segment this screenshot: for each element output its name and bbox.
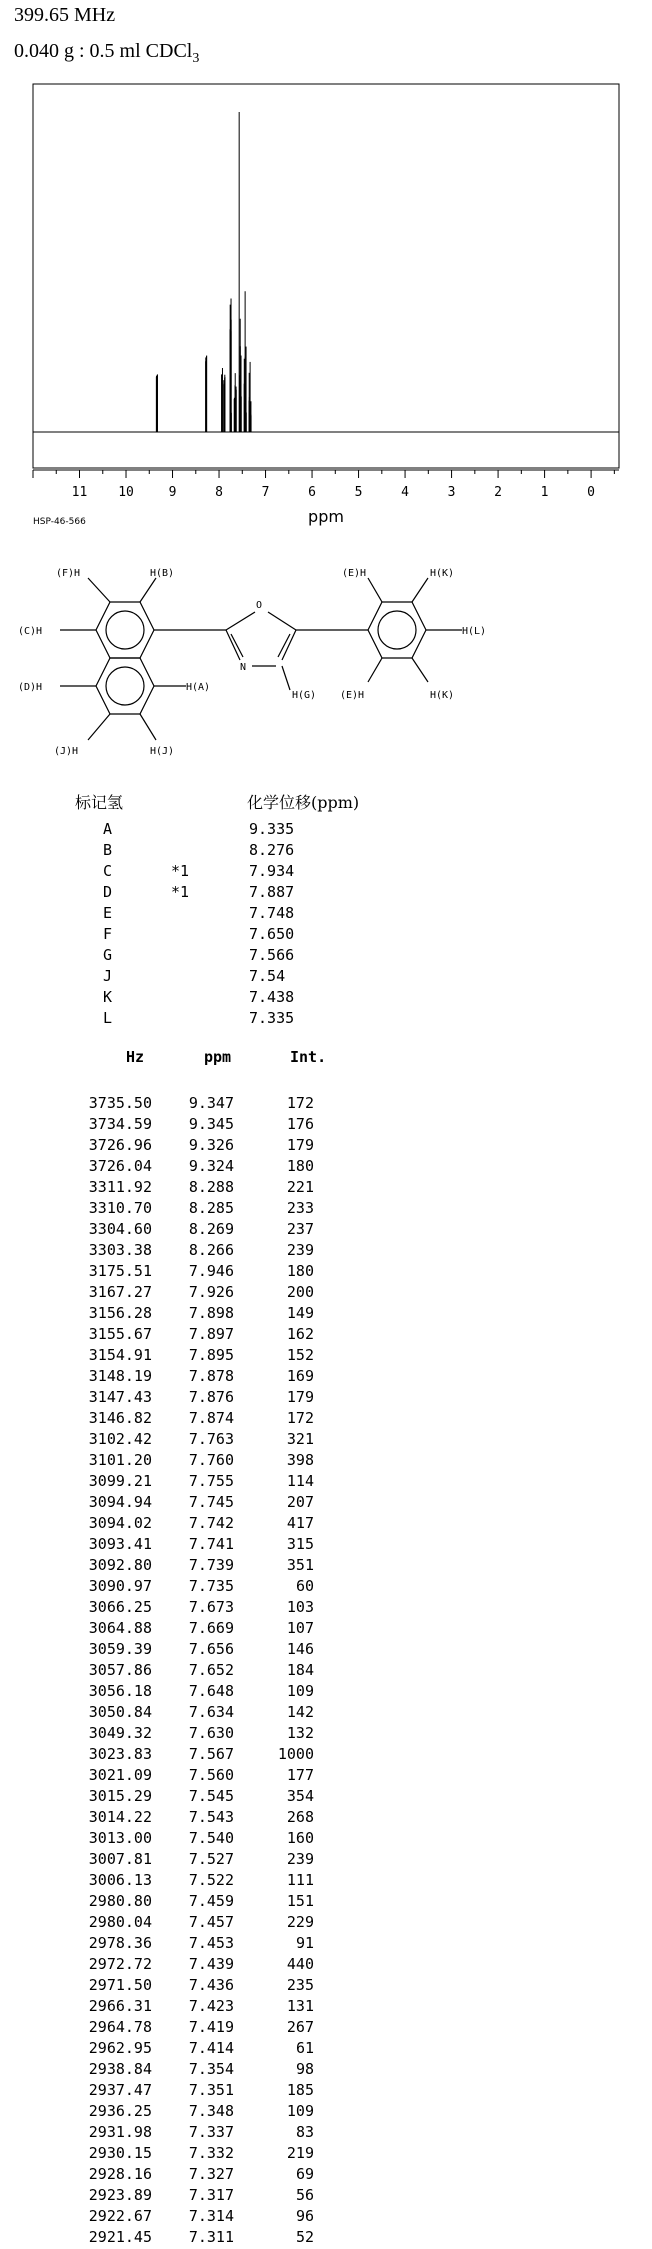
peak-cell-int: 351 xyxy=(286,1556,314,1574)
peak-cell-hz: 2921.45 xyxy=(88,2228,152,2246)
peak-cell-ppm: 7.876 xyxy=(188,1388,234,1406)
peak-cell-hz: 3311.92 xyxy=(88,1178,152,1196)
peak-cell-hz: 2936.25 xyxy=(88,2102,152,2120)
spectrum-peaks xyxy=(33,112,619,432)
assignment-label: D xyxy=(103,883,113,901)
peak-cell-int: 132 xyxy=(286,1724,314,1742)
peak-cell-hz: 3155.67 xyxy=(88,1325,152,1343)
peak-cell-int: 172 xyxy=(286,1094,314,1112)
peak-cell-int: 239 xyxy=(286,1241,314,1259)
peak-cell-hz: 3726.96 xyxy=(88,1136,152,1154)
peak-cell-int: 354 xyxy=(286,1787,314,1805)
assignment-label: L xyxy=(103,1009,113,1027)
peak-cell-ppm: 7.436 xyxy=(188,1976,234,1994)
peak-cell-hz: 3007.81 xyxy=(88,1850,152,1868)
peak-cell-hz: 3102.42 xyxy=(88,1430,152,1448)
struct-label: O xyxy=(256,600,263,611)
peak-cell-hz: 3049.32 xyxy=(88,1724,152,1742)
assignment-shift: 9.335 xyxy=(249,820,295,838)
peak-cell-int: 149 xyxy=(286,1304,314,1322)
assignment-shift: 8.276 xyxy=(249,841,295,859)
peak-cell-ppm: 7.419 xyxy=(188,2018,234,2036)
peak-cell-int: 268 xyxy=(286,1808,314,1826)
peak-cell-int: 440 xyxy=(286,1955,314,1973)
assignment-note: *1 xyxy=(171,862,190,880)
x-tick-label: 10 xyxy=(118,485,134,500)
peak-cell-int: 321 xyxy=(286,1430,314,1448)
peak-cell-hz: 3146.82 xyxy=(88,1409,152,1427)
peak-cell-hz: 3094.94 xyxy=(88,1493,152,1511)
peak-cell-ppm: 8.266 xyxy=(188,1241,234,1259)
peak-cell-ppm: 9.347 xyxy=(188,1094,234,1112)
peak-cell-int: 235 xyxy=(286,1976,314,1994)
peak-cell-hz: 3014.22 xyxy=(88,1808,152,1826)
peak-cell-int: 152 xyxy=(286,1346,314,1364)
peak-cell-hz: 3092.80 xyxy=(88,1556,152,1574)
peak-cell-hz: 2980.04 xyxy=(88,1913,152,1931)
peak-cell-hz: 2937.47 xyxy=(88,2081,152,2099)
peak-cell-int: 109 xyxy=(286,2102,314,2120)
peak-cell-ppm: 7.895 xyxy=(188,1346,234,1364)
x-tick-label: 2 xyxy=(494,485,502,500)
struct-label: H(K) xyxy=(430,690,455,701)
peak-cell-int: 131 xyxy=(286,1997,314,2015)
peak-cell-ppm: 7.874 xyxy=(188,1409,234,1427)
assignment-shift: 7.54 xyxy=(249,967,286,985)
peak-cell-ppm: 7.741 xyxy=(188,1535,234,1553)
peak-cell-hz: 3006.13 xyxy=(88,1871,152,1889)
peak-cell-int: 185 xyxy=(286,2081,314,2099)
peak-cell-hz: 3059.39 xyxy=(88,1640,152,1658)
assignment-note: *1 xyxy=(171,883,190,901)
peak-cell-ppm: 7.652 xyxy=(188,1661,234,1679)
assignment-label: A xyxy=(103,820,113,838)
peak-cell-int: 315 xyxy=(286,1535,314,1553)
struct-label: H(B) xyxy=(150,568,175,579)
peak-cell-int: 169 xyxy=(286,1367,314,1385)
peak-cell-hz: 3023.83 xyxy=(88,1745,152,1763)
peak-cell-hz: 3093.41 xyxy=(88,1535,152,1553)
peak-cell-int: 162 xyxy=(286,1325,314,1343)
peak-cell-ppm: 7.351 xyxy=(188,2081,234,2099)
peak-cell-ppm: 7.898 xyxy=(188,1304,234,1322)
assignment-header-shift: 化学位移(ppm) xyxy=(247,793,360,812)
peak-cell-ppm: 8.285 xyxy=(188,1199,234,1217)
peak-cell-ppm: 7.560 xyxy=(188,1766,234,1784)
peak-cell-int: 103 xyxy=(286,1598,314,1616)
x-tick-label: 0 xyxy=(587,485,596,500)
peak-cell-ppm: 7.348 xyxy=(188,2102,234,2120)
peak-cell-int: 160 xyxy=(286,1829,314,1847)
peak-cell-hz: 3156.28 xyxy=(88,1304,152,1322)
frequency-label: 399.65 MHz xyxy=(14,4,116,26)
assignment-shift: 7.438 xyxy=(249,988,295,1006)
peak-cell-hz: 2962.95 xyxy=(88,2039,152,2057)
peak-cell-hz: 2930.15 xyxy=(88,2144,152,2162)
peak-cell-ppm: 7.946 xyxy=(188,1262,234,1280)
peak-cell-ppm: 7.739 xyxy=(188,1556,234,1574)
struct-label: H(A) xyxy=(186,682,211,693)
assignment-label: K xyxy=(103,988,113,1006)
peak-cell-hz: 3057.86 xyxy=(88,1661,152,1679)
peak-cell-ppm: 7.459 xyxy=(188,1892,234,1910)
assignment-label: G xyxy=(103,946,113,964)
peak-cell-hz: 3147.43 xyxy=(88,1388,152,1406)
peak-cell-int: 176 xyxy=(286,1115,314,1133)
peak-cell-hz: 2964.78 xyxy=(88,2018,152,2036)
peak-cell-ppm: 7.522 xyxy=(188,1871,234,1889)
peak-cell-hz: 3154.91 xyxy=(88,1346,152,1364)
peak-cell-ppm: 7.317 xyxy=(188,2186,234,2204)
peak-cell-hz: 2922.67 xyxy=(88,2207,152,2225)
peak-cell-hz: 3056.18 xyxy=(88,1682,152,1700)
peak-cell-int: 111 xyxy=(286,1871,314,1889)
peak-cell-int: 96 xyxy=(295,2207,314,2225)
peak-cell-ppm: 7.545 xyxy=(188,1787,234,1805)
peak-cell-hz: 3015.29 xyxy=(88,1787,152,1805)
peak-cell-hz: 2980.80 xyxy=(88,1892,152,1910)
peak-cell-ppm: 7.656 xyxy=(188,1640,234,1658)
peak-cell-ppm: 7.414 xyxy=(188,2039,234,2057)
x-tick-label: 1 xyxy=(540,485,549,500)
peak-cell-int: 146 xyxy=(286,1640,314,1658)
peak-cell-int: 233 xyxy=(286,1199,314,1217)
assignment-shift: 7.566 xyxy=(249,946,295,964)
aromatic-circle xyxy=(106,667,144,705)
struct-label: (E)H xyxy=(340,690,365,701)
x-tick-label: 3 xyxy=(447,485,456,500)
peak-cell-hz: 3013.00 xyxy=(88,1829,152,1847)
peak-cell-int: 237 xyxy=(286,1220,314,1238)
peak-cell-int: 179 xyxy=(286,1388,314,1406)
struct-label: (F)H xyxy=(56,568,81,579)
peak-cell-ppm: 7.314 xyxy=(188,2207,234,2225)
peak-cell-hz: 3304.60 xyxy=(88,1220,152,1238)
peak-cell-hz: 2938.84 xyxy=(88,2060,152,2078)
peak-cell-int: 180 xyxy=(286,1262,314,1280)
sample-subscript: 3 xyxy=(192,51,200,66)
peak-cell-int: 207 xyxy=(286,1493,314,1511)
peak-cell-int: 56 xyxy=(295,2186,314,2204)
assignment-shift: 7.934 xyxy=(249,862,295,880)
peak-cell-int: 98 xyxy=(295,2060,314,2078)
peak-cell-ppm: 7.439 xyxy=(188,1955,234,1973)
peak-cell-int: 179 xyxy=(286,1136,314,1154)
struct-label: N xyxy=(240,662,247,673)
peak-cell-int: 267 xyxy=(286,2018,314,2036)
peak-cell-hz: 3021.09 xyxy=(88,1766,152,1784)
peak-cell-int: 60 xyxy=(295,1577,314,1595)
peak-cell-int: 172 xyxy=(286,1409,314,1427)
peak-cell-int: 83 xyxy=(295,2123,314,2141)
peak-cell-int: 398 xyxy=(286,1451,314,1469)
aromatic-circle xyxy=(106,611,144,649)
peak-cell-int: 142 xyxy=(286,1703,314,1721)
plot-frame xyxy=(33,84,619,468)
peak-cell-hz: 3064.88 xyxy=(88,1619,152,1637)
peak-cell-int: 239 xyxy=(286,1850,314,1868)
assignment-label: E xyxy=(103,904,113,922)
assignment-header-label: 标记氢 xyxy=(75,793,124,812)
peak-cell-ppm: 7.760 xyxy=(188,1451,234,1469)
struct-label: H(K) xyxy=(430,568,455,579)
struct-label: H(L) xyxy=(462,626,487,637)
assignment-shift: 7.650 xyxy=(249,925,295,943)
peak-cell-hz: 3310.70 xyxy=(88,1199,152,1217)
assignment-label: F xyxy=(103,925,113,943)
assignment-shift: 7.335 xyxy=(249,1009,295,1027)
peak-cell-hz: 3101.20 xyxy=(88,1451,152,1469)
peak-cell-ppm: 7.457 xyxy=(188,1913,234,1931)
peak-cell-hz: 2931.98 xyxy=(88,2123,152,2141)
peak-header-ppm: ppm xyxy=(204,1048,232,1066)
peak-cell-int: 200 xyxy=(286,1283,314,1301)
x-tick-label: 6 xyxy=(308,485,316,500)
peak-cell-hz: 3090.97 xyxy=(88,1577,152,1595)
peak-cell-ppm: 7.540 xyxy=(188,1829,234,1847)
x-axis-label: ppm xyxy=(308,507,344,526)
peak-cell-hz: 3167.27 xyxy=(88,1283,152,1301)
sample-text: 0.040 g : 0.5 ml CDCl xyxy=(14,40,193,62)
peak-cell-int: 91 xyxy=(295,1934,314,1952)
peak-cell-hz: 3175.51 xyxy=(88,1262,152,1280)
struct-label: H(J) xyxy=(150,746,175,757)
assignment-label: J xyxy=(103,967,113,985)
struct-label: (E)H xyxy=(342,568,367,579)
assignment-shift: 7.887 xyxy=(249,883,295,901)
x-tick-label: 5 xyxy=(354,485,363,500)
peak-cell-hz: 3050.84 xyxy=(88,1703,152,1721)
peak-cell-ppm: 9.324 xyxy=(188,1157,234,1175)
struct-label: (J)H xyxy=(54,746,79,757)
peak-cell-hz: 3726.04 xyxy=(88,1157,152,1175)
peak-cell-ppm: 7.567 xyxy=(188,1745,234,1763)
peak-cell-int: 61 xyxy=(295,2039,314,2057)
peak-cell-ppm: 7.755 xyxy=(188,1472,234,1490)
peak-cell-hz: 3303.38 xyxy=(88,1241,152,1259)
peak-header-int: Int. xyxy=(290,1048,327,1066)
peak-cell-int: 107 xyxy=(286,1619,314,1637)
peak-cell-ppm: 7.423 xyxy=(188,1997,234,2015)
assignment-label: B xyxy=(103,841,113,859)
peak-cell-ppm: 7.332 xyxy=(188,2144,234,2162)
peak-cell-ppm: 8.269 xyxy=(188,1220,234,1238)
peak-cell-ppm: 7.669 xyxy=(188,1619,234,1637)
peak-cell-int: 229 xyxy=(286,1913,314,1931)
x-axis xyxy=(33,470,619,500)
peak-cell-hz: 2978.36 xyxy=(88,1934,152,1952)
peak-header-hz: Hz xyxy=(126,1048,145,1066)
peak-cell-hz: 3148.19 xyxy=(88,1367,152,1385)
assignment-shift: 7.748 xyxy=(249,904,295,922)
struct-label: H(G) xyxy=(292,690,317,701)
peak-cell-hz: 2966.31 xyxy=(88,1997,152,2015)
peak-cell-ppm: 7.648 xyxy=(188,1682,234,1700)
aromatic-circle xyxy=(378,611,416,649)
peak-cell-hz: 3734.59 xyxy=(88,1115,152,1133)
peak-cell-hz: 3094.02 xyxy=(88,1514,152,1532)
peak-cell-int: 219 xyxy=(286,2144,314,2162)
peak-cell-ppm: 7.673 xyxy=(188,1598,234,1616)
peak-cell-ppm: 7.745 xyxy=(188,1493,234,1511)
peak-cell-hz: 2923.89 xyxy=(88,2186,152,2204)
peak-cell-hz: 2971.50 xyxy=(88,1976,152,1994)
peak-cell-ppm: 7.327 xyxy=(188,2165,234,2183)
peak-cell-ppm: 7.311 xyxy=(188,2228,234,2246)
x-tick-label: 4 xyxy=(401,485,409,500)
peak-cell-int: 221 xyxy=(286,1178,314,1196)
peak-cell-ppm: 7.354 xyxy=(188,2060,234,2078)
struct-label: (D)H xyxy=(18,682,43,693)
peak-cell-int: 109 xyxy=(286,1682,314,1700)
peak-cell-ppm: 7.634 xyxy=(188,1703,234,1721)
peak-cell-int: 114 xyxy=(286,1472,314,1490)
x-tick-label: 9 xyxy=(168,485,177,500)
peak-cell-hz: 2928.16 xyxy=(88,2165,152,2183)
peak-cell-int: 52 xyxy=(295,2228,314,2246)
peak-cell-ppm: 7.926 xyxy=(188,1283,234,1301)
peak-cell-ppm: 7.543 xyxy=(188,1808,234,1826)
x-tick-label: 8 xyxy=(215,485,223,500)
peak-cell-ppm: 8.288 xyxy=(188,1178,234,1196)
nmr-spectrum-chart xyxy=(0,0,652,790)
x-tick-label: 7 xyxy=(261,485,270,500)
peak-cell-int: 417 xyxy=(286,1514,314,1532)
peak-cell-ppm: 7.735 xyxy=(188,1577,234,1595)
peak-cell-int: 151 xyxy=(286,1892,314,1910)
peak-cell-int: 1000 xyxy=(277,1745,314,1763)
peak-cell-hz: 3099.21 xyxy=(88,1472,152,1490)
peak-cell-ppm: 7.742 xyxy=(188,1514,234,1532)
peak-cell-int: 180 xyxy=(286,1157,314,1175)
x-tick-label: 11 xyxy=(71,485,88,500)
peak-cell-ppm: 7.763 xyxy=(188,1430,234,1448)
struct-label: (C)H xyxy=(18,626,43,637)
peak-cell-hz: 3735.50 xyxy=(88,1094,152,1112)
peak-cell-ppm: 7.337 xyxy=(188,2123,234,2141)
peak-cell-int: 184 xyxy=(286,1661,314,1679)
peak-cell-int: 177 xyxy=(286,1766,314,1784)
peak-cell-int: 69 xyxy=(295,2165,314,2183)
peak-cell-ppm: 7.453 xyxy=(188,1934,234,1952)
peak-cell-hz: 2972.72 xyxy=(88,1955,152,1973)
peak-cell-ppm: 7.527 xyxy=(188,1850,234,1868)
spectrum-footnote: HSP-46-566 xyxy=(33,517,86,527)
peak-cell-ppm: 7.897 xyxy=(188,1325,234,1343)
assignment-label: C xyxy=(103,862,113,880)
peak-cell-hz: 3066.25 xyxy=(88,1598,152,1616)
peak-cell-ppm: 7.630 xyxy=(188,1724,234,1742)
peak-cell-ppm: 7.878 xyxy=(188,1367,234,1385)
peak-cell-ppm: 9.345 xyxy=(188,1115,234,1133)
peak-cell-ppm: 9.326 xyxy=(188,1136,234,1154)
